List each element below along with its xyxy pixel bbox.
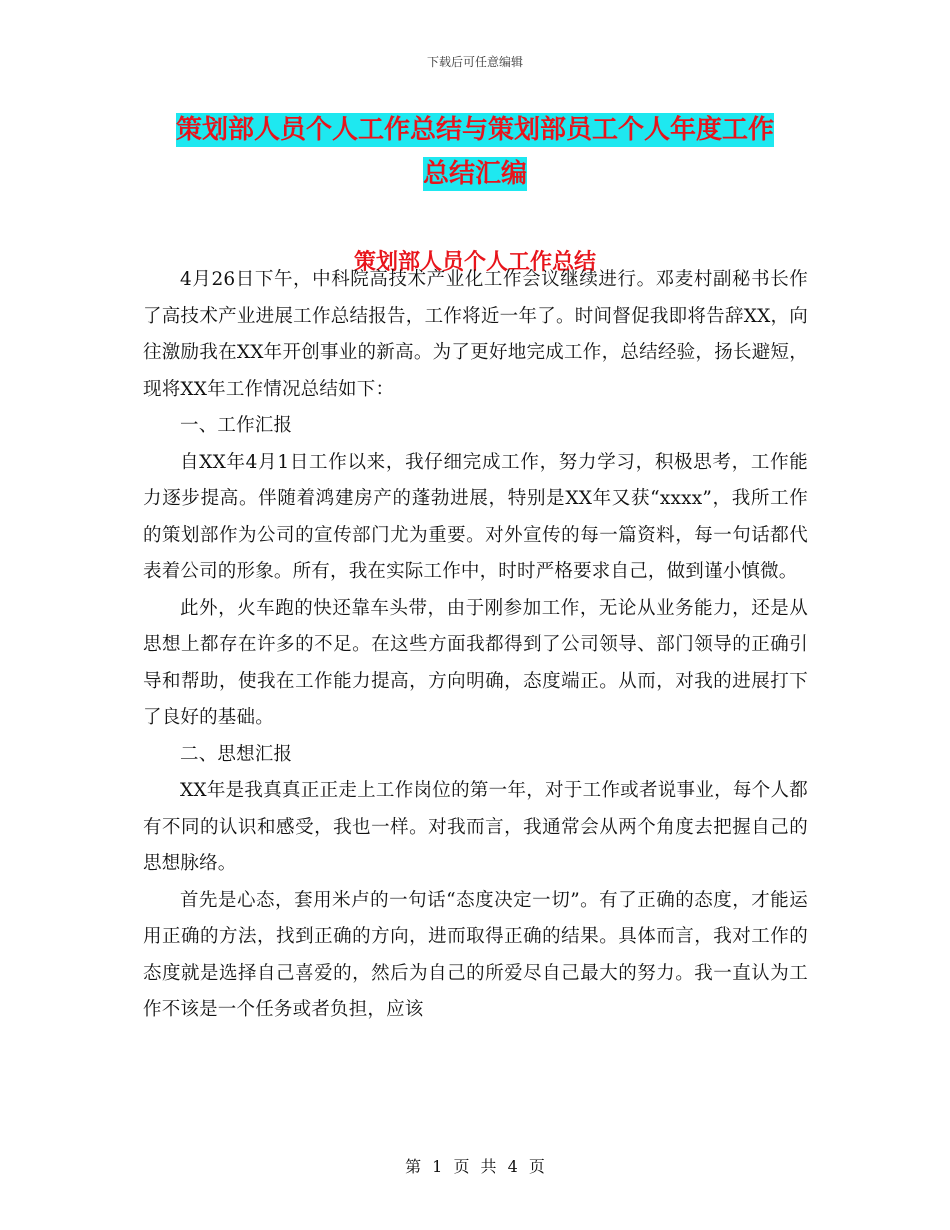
paragraph: 4月26日下午，中科院高技术产业化工作会议继续进行。邓麦村副秘书长作了高技术产业进展工作总结报告，工作将近一年了。时间督促我即将告辞XX，向往激励我在XX年开创事业的新高。为了更好地完成工作，总结经验，扬长避短，现将XX年工作情况总结如下：: [143, 269, 808, 400]
paragraph: 首先是心态，套用米卢的一句话“态度决定一切”。有了正确的态度，才能运用正确的方法，找到正确的方向，进而取得正确的结果。具体而言，我对工作的态度就是选择自己喜爱的，然后为自己的所爱尽自己最大的努力。我一直认为工作不该是一个任务或者负担，应该: [143, 889, 808, 1020]
document-title-line2: 总结汇编: [422, 159, 527, 189]
document-title: [130, 108, 820, 196]
paragraph-heading: 一、工作汇报: [180, 415, 293, 436]
section-title: 策划部人员个人工作总结: [353, 250, 596, 275]
document-body: [143, 262, 808, 1029]
paragraph: 此外，火车跑的快还靠车头带，由于刚参加工作，无论从业务能力，还是从思想上都存在许多的不足。在这些方面我都得到了公司领导、部门领导的正确引导和帮助，使我在工作能力提高，方向明确，态度端正。从而，对我的进展打下了良好的基础。: [143, 597, 808, 728]
paragraph: XX年是我真真正正走上工作岗位的第一年，对于工作或者说事业，每个人都有不同的认识和感受，我也一样。对我而言，我通常会从两个角度去把握自己的思想脉络。: [143, 780, 808, 874]
document-title-line1: 策划部人员个人工作总结与策划部员工个人年度工作: [175, 115, 774, 145]
paragraph-heading: 二、思想汇报: [180, 743, 293, 765]
page-footer: 第 1 页 共 4 页: [405, 1157, 545, 1176]
header-note: 下载后可任意编辑: [426, 55, 523, 69]
paragraph: 自XX年4月1日工作以来，我仔细完成工作，努力学习，积极思考，工作能力逐步提高。伴随着鸿建房产的蓬勃进展，特别是XX年又获“xxxx”，我所工作的策划部作为公司的宣传部门尤为重要。对外宣传的每一篇资料，每一句话都代表着公司的形象。所有，我在实际工作中，时时严格要求自己，做到谨小慎微。: [143, 451, 808, 582]
